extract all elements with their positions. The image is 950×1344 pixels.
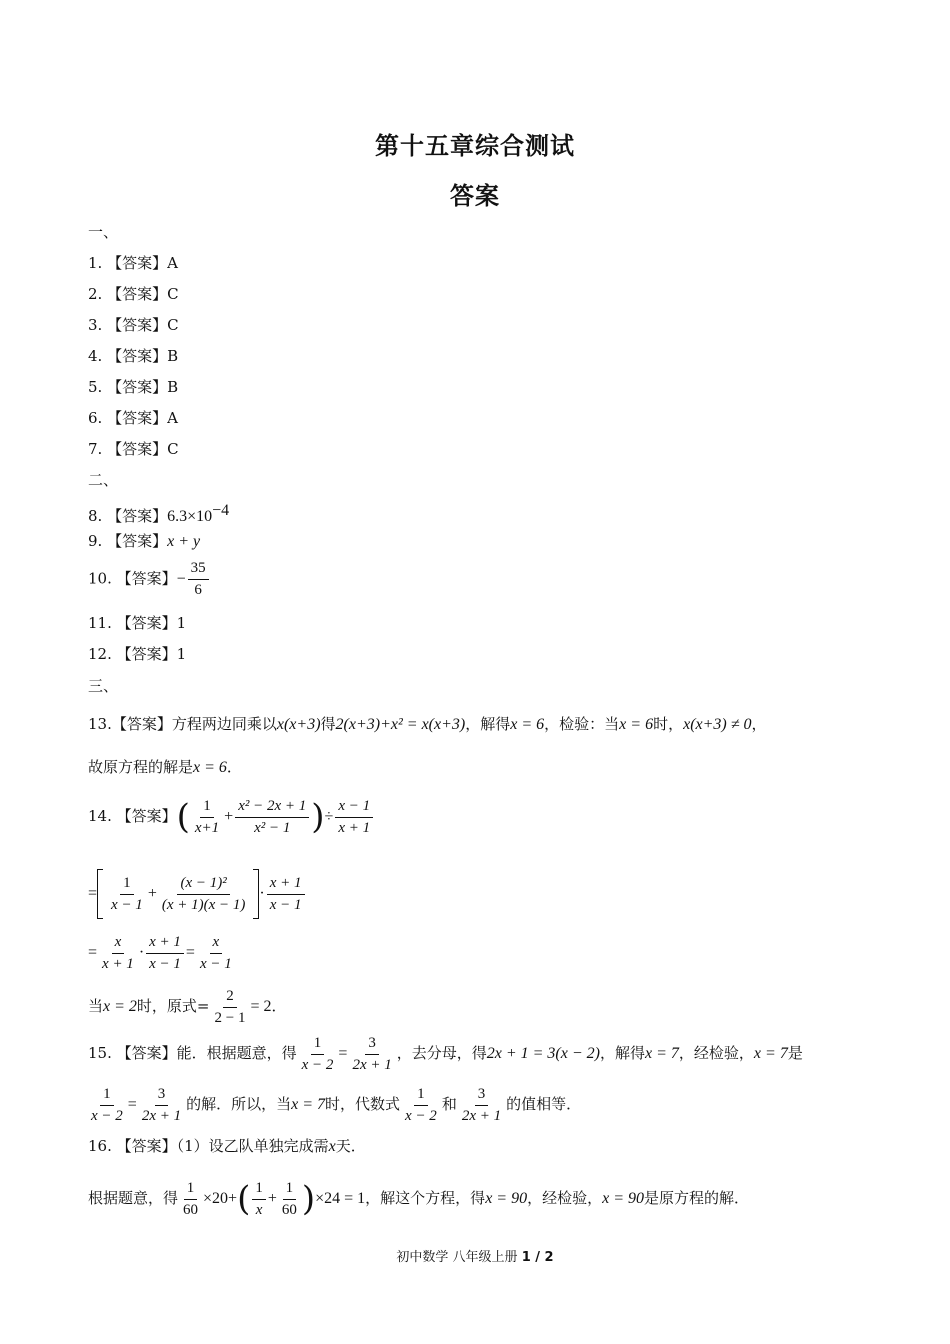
q14-fraction-1	[192, 798, 222, 837]
q16-close-paren: )	[301, 1179, 316, 1219]
q14-fraction-2	[235, 798, 309, 837]
q14-f3-num: x − 1	[335, 798, 373, 818]
answer-9-value: x + y	[167, 533, 201, 550]
q14-s2-eq: =	[88, 885, 98, 902]
q15-eq: =	[338, 1045, 348, 1062]
answer-10	[88, 560, 211, 599]
q16-open-paren: (	[237, 1179, 251, 1219]
q14-s3-f3-num: x	[210, 934, 223, 954]
q14-s2-f3-den: x − 1	[269, 896, 302, 913]
q14-s4-c: 时，原式=	[136, 997, 210, 1015]
q16-a: 16. 【答案】（1）设乙队单独完成需	[88, 1137, 329, 1155]
q13-text-g: ，检验：当	[544, 715, 620, 733]
page-subtitle: 答案	[450, 182, 500, 210]
q15-l2-c: 时，代数式	[325, 1095, 401, 1113]
answer-8	[88, 501, 229, 527]
q15-l2-fraction-1	[88, 1086, 126, 1125]
q14-s2-dot: ·	[259, 885, 265, 902]
q14-f2-num: x² − 2x + 1	[235, 798, 309, 818]
q16-f1-den: 60	[183, 1201, 199, 1218]
q15-e: x = 7	[645, 1045, 679, 1062]
q15-l2-f2-den: 2x + 1	[141, 1107, 182, 1124]
answer-15-line-1	[88, 1031, 803, 1076]
q15-l2-eq: =	[127, 1096, 137, 1113]
answer-14-line-1	[88, 794, 375, 839]
q14-s3-dot: ·	[138, 944, 145, 961]
q14-s3-fraction-1	[99, 934, 137, 973]
q15-a: 15. 【答案】能．根据题意，得	[88, 1044, 297, 1062]
q13-text-c: 得	[320, 715, 336, 733]
q15-fraction-1	[299, 1035, 337, 1074]
q13-expr-f: x = 6	[510, 716, 545, 733]
q16-l2-c: x = 90	[485, 1190, 528, 1207]
q15-l2-fraction-2	[139, 1086, 184, 1125]
q16-f3-den: 60	[281, 1201, 297, 1218]
answer-3: 3. 【答案】C	[88, 316, 179, 334]
q15-f1-num: 1	[311, 1035, 325, 1055]
q15-l2-f2-num: 3	[155, 1086, 169, 1106]
answer-10-numerator: 35	[188, 560, 209, 580]
q15-l2-f3-den: x − 2	[405, 1107, 437, 1124]
q15-b: ，去分母，得	[396, 1044, 487, 1062]
q14-f3-den: x + 1	[338, 819, 371, 836]
q14-s2-f1-den: x − 1	[111, 896, 143, 913]
q15-h: 是	[787, 1044, 803, 1062]
q13-text-e: ，解得	[465, 715, 511, 733]
q14-s3-f1-den: x + 1	[102, 955, 134, 972]
q14-label: 14. 【答案】	[88, 807, 177, 825]
q14-s4-d: = 2	[250, 998, 272, 1015]
page-footer	[0, 1246, 950, 1265]
answer-11: 11. 【答案】1	[88, 614, 187, 632]
q14-f1-num: 1	[200, 798, 214, 818]
q13-text-k: ，	[751, 715, 767, 733]
q13-text-2a: 故原方程的解是	[88, 758, 194, 776]
q14-s4-num: 2	[223, 988, 237, 1008]
q15-f: ，经检验，	[678, 1044, 754, 1062]
answer-8-label: 8. 【答案】	[88, 507, 168, 525]
q15-l2-a: 的解．所以，当	[186, 1095, 292, 1113]
answer-10-label: 10. 【答案】	[88, 569, 177, 588]
q15-l2-fraction-4	[459, 1086, 504, 1125]
q16-f2-num: 1	[252, 1180, 266, 1200]
q14-s3-f3-den: x − 1	[199, 955, 232, 972]
q14-s4-den: 2 − 1	[214, 1009, 246, 1026]
q14-s2-plus: +	[147, 885, 157, 902]
q15-f1-den: x − 2	[301, 1056, 334, 1073]
q16-l2-d: ，经检验，	[527, 1189, 603, 1207]
q14-divide: ÷	[324, 808, 334, 825]
q15-c: 2x + 1 = 3(x − 2)	[486, 1045, 600, 1062]
q15-fraction-2	[349, 1035, 394, 1074]
answer-4: 4. 【答案】B	[88, 347, 179, 365]
answer-8-exponent: −4	[212, 502, 230, 519]
answer-16-line-1	[88, 1136, 366, 1157]
q16-l2-a: 根据题意，得	[88, 1189, 179, 1207]
answer-10-fraction	[188, 560, 209, 599]
answer-2: 2. 【答案】C	[88, 285, 179, 303]
footer-page-number: 1 / 2	[521, 1250, 554, 1265]
answer-15-line-2	[88, 1082, 581, 1127]
q16-fraction-3	[279, 1180, 300, 1219]
answer-9	[88, 531, 200, 552]
page-title: 第十五章综合测试	[375, 132, 575, 160]
answer-10-sign: −	[176, 570, 186, 588]
q15-l2-f4-den: 2x + 1	[461, 1107, 502, 1124]
answer-7: 7. 【答案】C	[88, 440, 179, 458]
answer-1: 1. 【答案】A	[88, 254, 178, 272]
q15-l2-d: 和	[441, 1095, 457, 1113]
q16-f2-den: x	[255, 1201, 263, 1218]
answer-6: 6. 【答案】A	[88, 409, 178, 427]
q14-s2-f3-num: x + 1	[267, 875, 305, 895]
answer-14-line-4	[88, 984, 287, 1029]
q13-expr-b: x(x+3)	[276, 716, 321, 733]
q16-b: x	[328, 1138, 336, 1155]
q15-l2-f4-num: 3	[475, 1086, 489, 1106]
q15-f2-den: 2x + 1	[352, 1056, 392, 1073]
q14-s2-f2-num: (x − 1)²	[177, 875, 229, 895]
answer-13-line-1	[88, 714, 767, 735]
q16-l2-e: x = 90	[602, 1190, 645, 1207]
q13-expr-2b: x = 6	[193, 759, 227, 776]
q16-plus: +	[267, 1190, 277, 1207]
q13-text-2c: ．	[226, 758, 242, 776]
q15-d: ，解得	[599, 1044, 645, 1062]
q14-f1-den: x+1	[194, 819, 220, 836]
answer-14-line-3	[88, 930, 237, 975]
q14-open-paren: (	[176, 797, 190, 837]
q14-s2-fraction-3	[267, 875, 305, 914]
section-heading-3: 三、	[88, 677, 119, 695]
q13-text-i: 时，	[653, 715, 684, 733]
q16-times-2: ×24 = 1	[315, 1190, 366, 1207]
answer-8-base: 6.3×10	[167, 508, 213, 525]
q15-l2-f1-num: 1	[100, 1086, 114, 1106]
answer-9-label: 9. 【答案】	[88, 532, 168, 550]
section-heading-1: 一、	[88, 223, 119, 241]
q14-s4-a: 当	[88, 997, 104, 1015]
q14-s3-f2-den: x − 1	[149, 955, 181, 972]
q16-fraction-1	[180, 1180, 201, 1219]
q14-s2-fraction-2	[159, 875, 249, 914]
answer-10-denominator: 6	[194, 582, 202, 598]
q14-s3-eq: =	[88, 944, 98, 961]
answer-13-line-2	[88, 757, 242, 778]
q16-l2-f: 是原方程的解．	[644, 1189, 750, 1207]
footer-text: 初中数学 八年级上册	[396, 1250, 522, 1265]
q14-f2-den: x² − 1	[254, 819, 291, 836]
q15-l2-fraction-3	[402, 1086, 440, 1125]
q14-plus: +	[224, 808, 234, 825]
q13-text-a: 13.【答案】方程两边同乘以	[88, 715, 277, 733]
q14-s2-f1-num: 1	[120, 875, 134, 895]
q14-s3-fraction-2	[146, 934, 184, 973]
q15-l2-f3-num: 1	[414, 1086, 428, 1106]
q14-fraction-3	[335, 798, 373, 837]
q14-s4-fraction	[212, 988, 249, 1027]
q16-f3-num: 1	[283, 1180, 297, 1200]
q15-l2-e: 的值相等．	[506, 1095, 582, 1113]
q14-s2-f2-den: (x + 1)(x − 1)	[161, 896, 246, 913]
q14-s2-fraction-1	[108, 875, 146, 914]
q15-l2-f1-den: x − 2	[91, 1107, 123, 1124]
answer-16-line-2	[88, 1174, 749, 1223]
q15-g: x = 7	[753, 1045, 788, 1062]
answer-12: 12. 【答案】1	[88, 645, 187, 663]
q14-s3-eq2: =	[185, 944, 195, 961]
q14-close-paren: )	[311, 797, 325, 837]
q14-s3-f1-num: x	[112, 934, 125, 954]
q14-s4-b: x = 2	[103, 998, 137, 1015]
answer-5: 5. 【答案】B	[88, 378, 179, 396]
q14-s4-e: ．	[271, 997, 287, 1015]
q13-expr-j: x(x+3) ≠ 0	[683, 716, 752, 733]
q13-expr-d: 2(x+3)+x² = x(x+3)	[335, 716, 466, 733]
q14-s3-fraction-3	[197, 934, 235, 973]
q16-f1-num: 1	[184, 1180, 198, 1200]
q16-times-1: ×20+	[203, 1190, 238, 1207]
q13-expr-h: x = 6	[619, 716, 654, 733]
q15-f2-num: 3	[365, 1035, 379, 1055]
section-heading-2: 二、	[88, 471, 119, 489]
q14-s3-f2-num: x + 1	[146, 934, 184, 954]
q16-c: 天．	[335, 1137, 366, 1155]
answer-14-line-2	[88, 866, 307, 921]
q14-open-bracket	[97, 869, 103, 919]
q15-l2-b: x = 7	[291, 1096, 326, 1113]
q16-fraction-2	[252, 1180, 266, 1219]
q16-l2-b: ，解这个方程，得	[365, 1189, 486, 1207]
